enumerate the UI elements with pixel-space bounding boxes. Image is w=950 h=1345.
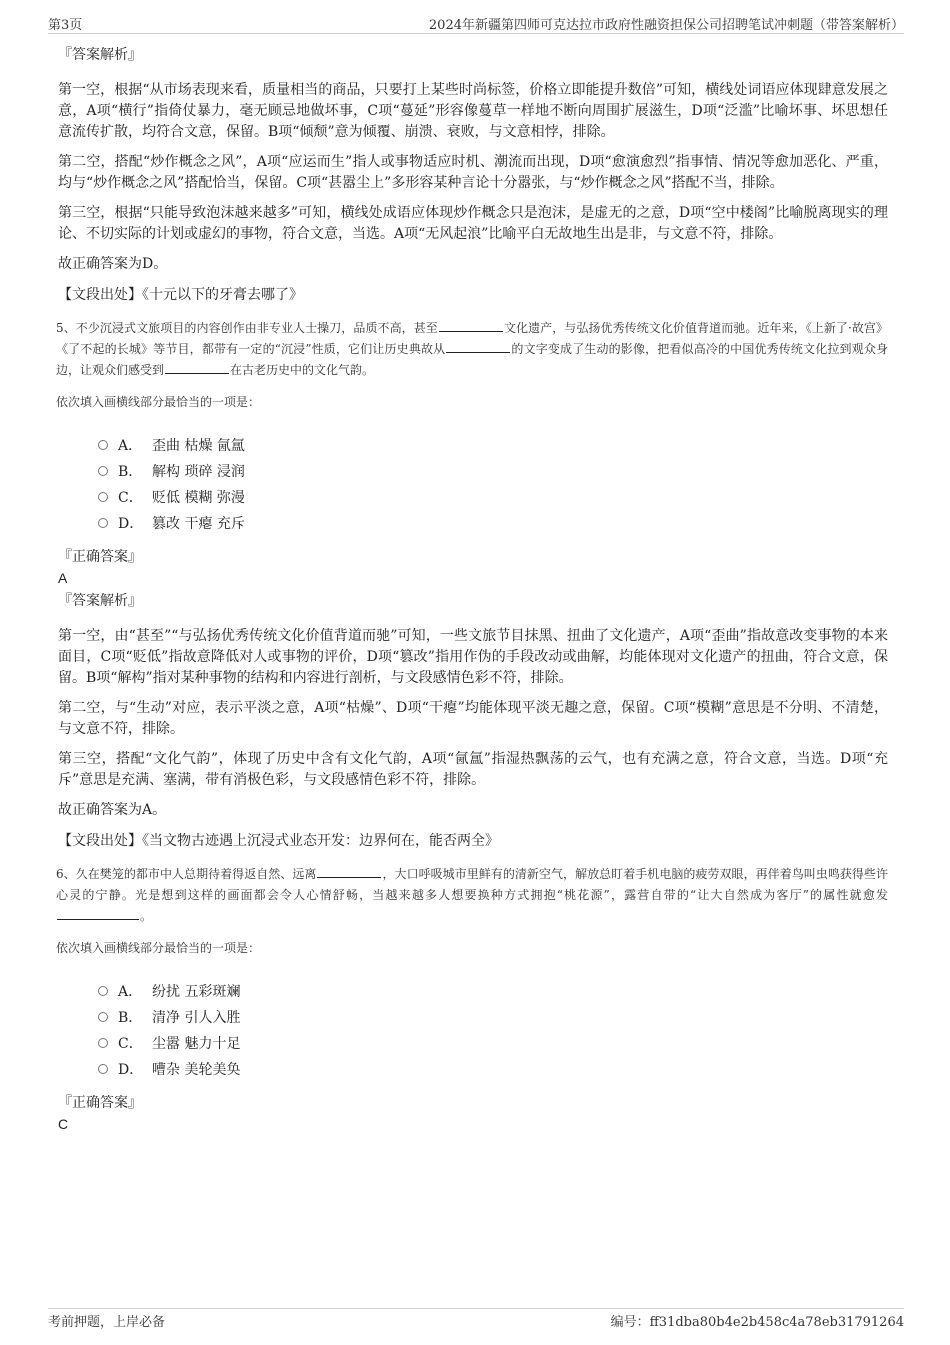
footer-slogan: 考前押题，上岸必备: [48, 1315, 166, 1330]
page-number: 第3页: [48, 18, 83, 33]
analysis-paragraph: 第一空，由“甚至”“与弘扬优秀传统文化价值背道而驰”可知，一些文旅节目抹黑、扭曲了文化遗产，A项“歪曲”指故意改变事物的本来面目，C项“贬低”指故意降低对人或事物的评价，D项“篡改”指用作伪的手段改动或曲解，均能体现对文化遗产的扭曲，符合文意，保留。B项“解构”指对某种事物的结构和内容进行剖析，与文段感情色彩不符，排除。: [58, 628, 888, 686]
radio-icon[interactable]: [98, 518, 108, 528]
radio-icon[interactable]: [98, 440, 108, 450]
source-citation: 【文段出处】《当文物古迹遇上沉浸式业态开发：边界何在，能否两全》: [58, 833, 499, 849]
radio-icon[interactable]: [98, 1012, 108, 1022]
analysis-conclusion: 故正确答案为D。: [58, 256, 168, 272]
stem-text: 。: [140, 909, 153, 923]
option-a[interactable]: [98, 432, 888, 458]
page-footer: [48, 1311, 904, 1331]
option-letter: C．: [118, 490, 143, 506]
analysis-paragraph: 第三空，搭配“文化气韵”，体现了历史中含有文化气韵，A项“氤氲”指湿热飘荡的云气，也有充满之意，符合文意，当选。D项“充斥”意思是充满、塞满，带有消极色彩，与文段感情色彩不符，排除。: [58, 751, 888, 788]
question-stem: [56, 864, 888, 927]
document-id: 编号：ff31dba80b4e2b458c4a78eb31791264: [610, 1315, 904, 1330]
question-prompt: 依次填入画横线部分最恰当的一项是：: [56, 941, 261, 955]
document-body: [56, 44, 888, 1136]
question-6: [56, 864, 888, 1132]
correct-answer-label: 『正确答案』: [58, 549, 142, 565]
answer-blank: [446, 339, 510, 353]
option-b[interactable]: [98, 458, 888, 484]
analysis-paragraph: 第一空，根据“从市场表现来看，质量相当的商品，只要打上某些时尚标签，价格立即能提升数倍”可知，横线处词语应体现肆意发展之意，A项“横行”指倚仗暴力，毫无顾忌地做坏事，C项“蔓延”形容像蔓草一样地不断向周围扩展滋生，D项“泛滥”比喻坏事、坏思想任意流传扩散，均符合文意，保留。B项“倾颓”意为倾覆、崩溃、衰败，与文意相悖，排除。: [58, 82, 888, 140]
answer-blank: [317, 864, 381, 878]
answer-blank: [439, 318, 503, 332]
analysis-paragraph: 第二空，与“生动”对应，表示平淡之意，A项“枯燥”、D项“干瘪”均能体现平淡无趣之意，保留。C项“模糊”意思是不分明、不清楚，与文意不符，排除。: [58, 700, 888, 737]
option-text: 尘嚣 魅力十足: [152, 1036, 241, 1052]
radio-icon[interactable]: [98, 986, 108, 996]
stem-text: 5、不少沉浸式文旅项目的内容创作由非专业人士操刀，品质不高，甚至: [56, 321, 438, 335]
analysis-label: 『答案解析』: [58, 593, 142, 609]
option-d[interactable]: [98, 1056, 888, 1082]
analysis-paragraph: 第二空，搭配“炒作概念之风”，A项“应运而生”指人或事物适应时机、潮流而出现，D项“愈演愈烈”指事情、情况等愈加恶化、严重，均与“炒作概念之风”搭配恰当，保留。C项“甚嚣尘上”多形容某种言论十分嚣张，与“炒作概念之风”搭配不当，排除。: [58, 154, 888, 191]
option-list: [98, 432, 888, 536]
option-text: 贬低 模糊 弥漫: [152, 490, 245, 506]
analysis-label: 『答案解析』: [58, 47, 142, 63]
option-letter: A．: [118, 984, 143, 1000]
option-text: 解构 琐碎 浸润: [152, 464, 245, 480]
analysis-paragraph: 第三空，根据“只能导致泡沫越来越多”可知，横线处成语应体现炒作概念只是泡沫，是虚无的之意，D项“空中楼阁”比喻脱离现实的理论、不切实际的计划或虚幻的事物，符合文意，当选。A项“无风起浪”比喻平白无故地生出是非，与文意不符，排除。: [58, 205, 888, 242]
radio-icon[interactable]: [98, 1038, 108, 1048]
question-prompt: 依次填入画横线部分最恰当的一项是：: [56, 395, 261, 409]
option-b[interactable]: [98, 1004, 888, 1030]
option-letter: D．: [118, 1062, 144, 1078]
analysis-conclusion: 故正确答案为A。: [58, 802, 167, 818]
stem-text: 在古老历史中的文化气韵。: [230, 363, 375, 377]
option-letter: A．: [118, 438, 143, 454]
radio-icon[interactable]: [98, 1064, 108, 1074]
question-stem: [56, 318, 888, 381]
option-letter: B．: [118, 464, 143, 480]
option-text: 清净 引人入胜: [152, 1010, 241, 1026]
source-citation: 【文段出处】《十元以下的牙膏去哪了》: [58, 287, 303, 303]
option-list: [98, 978, 888, 1082]
radio-icon[interactable]: [98, 466, 108, 476]
answer-blank: [57, 906, 139, 920]
stem-text: 文化遗产，与弘扬优秀传统文化价值背道而驰。近年来，《上新了·故宫》《了不起的长城》等节目，都带有一定的“沉浸”性质，它们让历史典故从: [56, 321, 888, 356]
option-text: 篡改 干瘪 充斥: [152, 516, 245, 532]
stem-text: 的文字变成了生动的影像，把看似高冷的中国优秀传统文化拉到观众身边，让观众们感受到: [56, 342, 888, 377]
document-title: 2024年新疆第四师可克达拉市政府性融资担保公司招聘笔试冲刺题（带答案解析）: [428, 18, 904, 33]
stem-text: 6、久在樊笼的都市中人总期待着得返自然、远离: [56, 867, 317, 881]
header-divider: [48, 33, 904, 34]
option-c[interactable]: [98, 484, 888, 510]
option-text: 嘈杂 美轮美奂: [152, 1062, 241, 1078]
answer-blank: [165, 360, 229, 374]
radio-icon[interactable]: [98, 492, 108, 502]
correct-answer-label: 『正确答案』: [58, 1095, 142, 1111]
previous-question-analysis: [56, 44, 888, 304]
correct-answer-value: C: [58, 1116, 69, 1132]
option-letter: B．: [118, 1010, 143, 1026]
option-letter: C．: [118, 1036, 143, 1052]
option-d[interactable]: [98, 510, 888, 536]
page-header: [48, 14, 904, 34]
option-letter: D．: [118, 516, 144, 532]
correct-answer-value: A: [58, 570, 68, 586]
option-a[interactable]: [98, 978, 888, 1004]
option-c[interactable]: [98, 1030, 888, 1056]
question-5: [56, 318, 888, 850]
option-text: 纷扰 五彩斑斓: [152, 984, 241, 1000]
stem-text: ，大口呼吸城市里鲜有的清新空气，解放总盯着手机电脑的疲劳双眼，再伴着鸟叫虫鸣获得些许心灵的宁静。光是想到这样的画面都会令人心情舒畅，当越来越多人想要换种方式拥抱“桃花源”，露营自带的“让大自然成为客厅”的属性就愈发: [56, 867, 888, 902]
footer-divider: [48, 1308, 904, 1309]
option-text: 歪曲 枯燥 氤氲: [152, 438, 245, 454]
